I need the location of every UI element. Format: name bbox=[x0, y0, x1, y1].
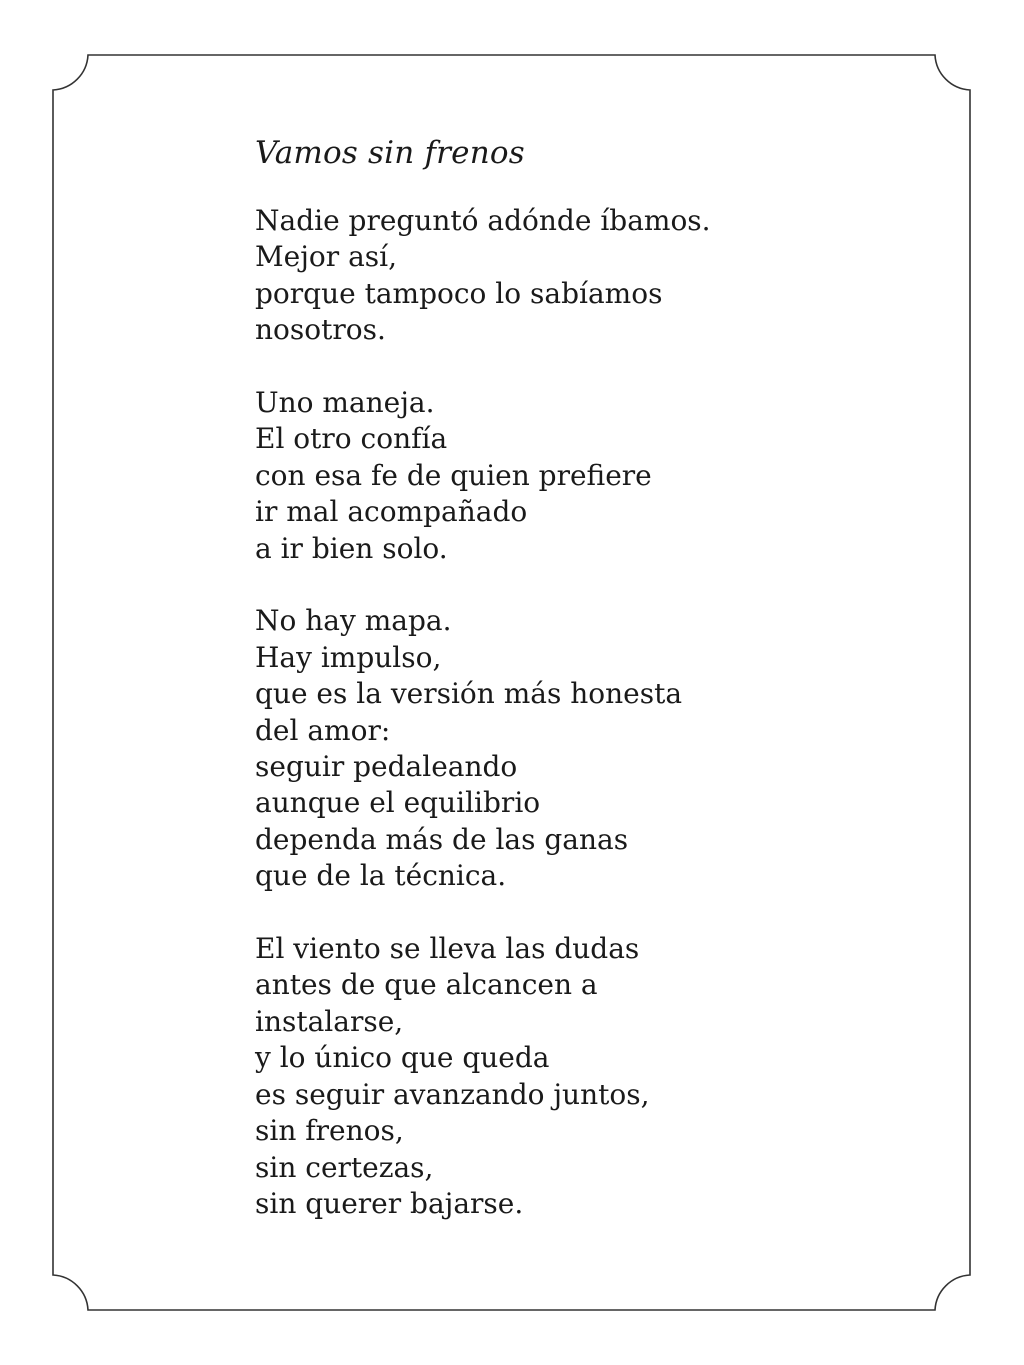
poem-line: instalarse, bbox=[255, 1004, 404, 1038]
stanza-2 bbox=[255, 385, 895, 567]
poem-line: del amor: bbox=[255, 713, 391, 747]
poem-line: sin querer bajarse. bbox=[255, 1186, 524, 1220]
poem-line: seguir pedaleando bbox=[255, 750, 518, 784]
poem-line: antes de que alcancen a bbox=[255, 968, 598, 1002]
poem-title: Vamos sin frenos bbox=[255, 135, 525, 171]
poem-line: con esa fe de quien prefiere bbox=[255, 458, 652, 492]
poem-line: aunque el equilibrio bbox=[255, 786, 541, 820]
poem-line: Uno maneja. bbox=[255, 386, 435, 420]
poem-line: sin certezas, bbox=[255, 1150, 434, 1184]
poem-line: sin frenos, bbox=[255, 1114, 404, 1148]
poem-line: a ir bien solo. bbox=[255, 531, 448, 565]
stanza-1 bbox=[255, 203, 895, 349]
poem bbox=[255, 130, 895, 1259]
poem-line: No hay mapa. bbox=[255, 604, 452, 638]
poem-line: El viento se lleva las dudas bbox=[255, 932, 640, 966]
poem-line: porque tampoco lo sabíamos bbox=[255, 276, 663, 310]
poem-line: Nadie preguntó adónde íbamos. bbox=[255, 204, 711, 237]
stanza-3 bbox=[255, 603, 895, 894]
poem-line: que es la versión más honesta bbox=[255, 677, 683, 711]
poem-line: nosotros. bbox=[255, 313, 386, 347]
poem-line: ir mal acompañado bbox=[255, 495, 528, 529]
stanza-4 bbox=[255, 931, 895, 1222]
poem-line: y lo único que queda bbox=[255, 1041, 550, 1075]
poem-line: que de la técnica. bbox=[255, 859, 507, 893]
poem-line: es seguir avanzando juntos, bbox=[255, 1077, 650, 1111]
poem-line: Hay impulso, bbox=[255, 640, 442, 674]
poem-line: dependa más de las ganas bbox=[255, 822, 629, 856]
poem-line: Mejor así, bbox=[255, 240, 397, 274]
poem-line: El otro confía bbox=[255, 422, 448, 456]
